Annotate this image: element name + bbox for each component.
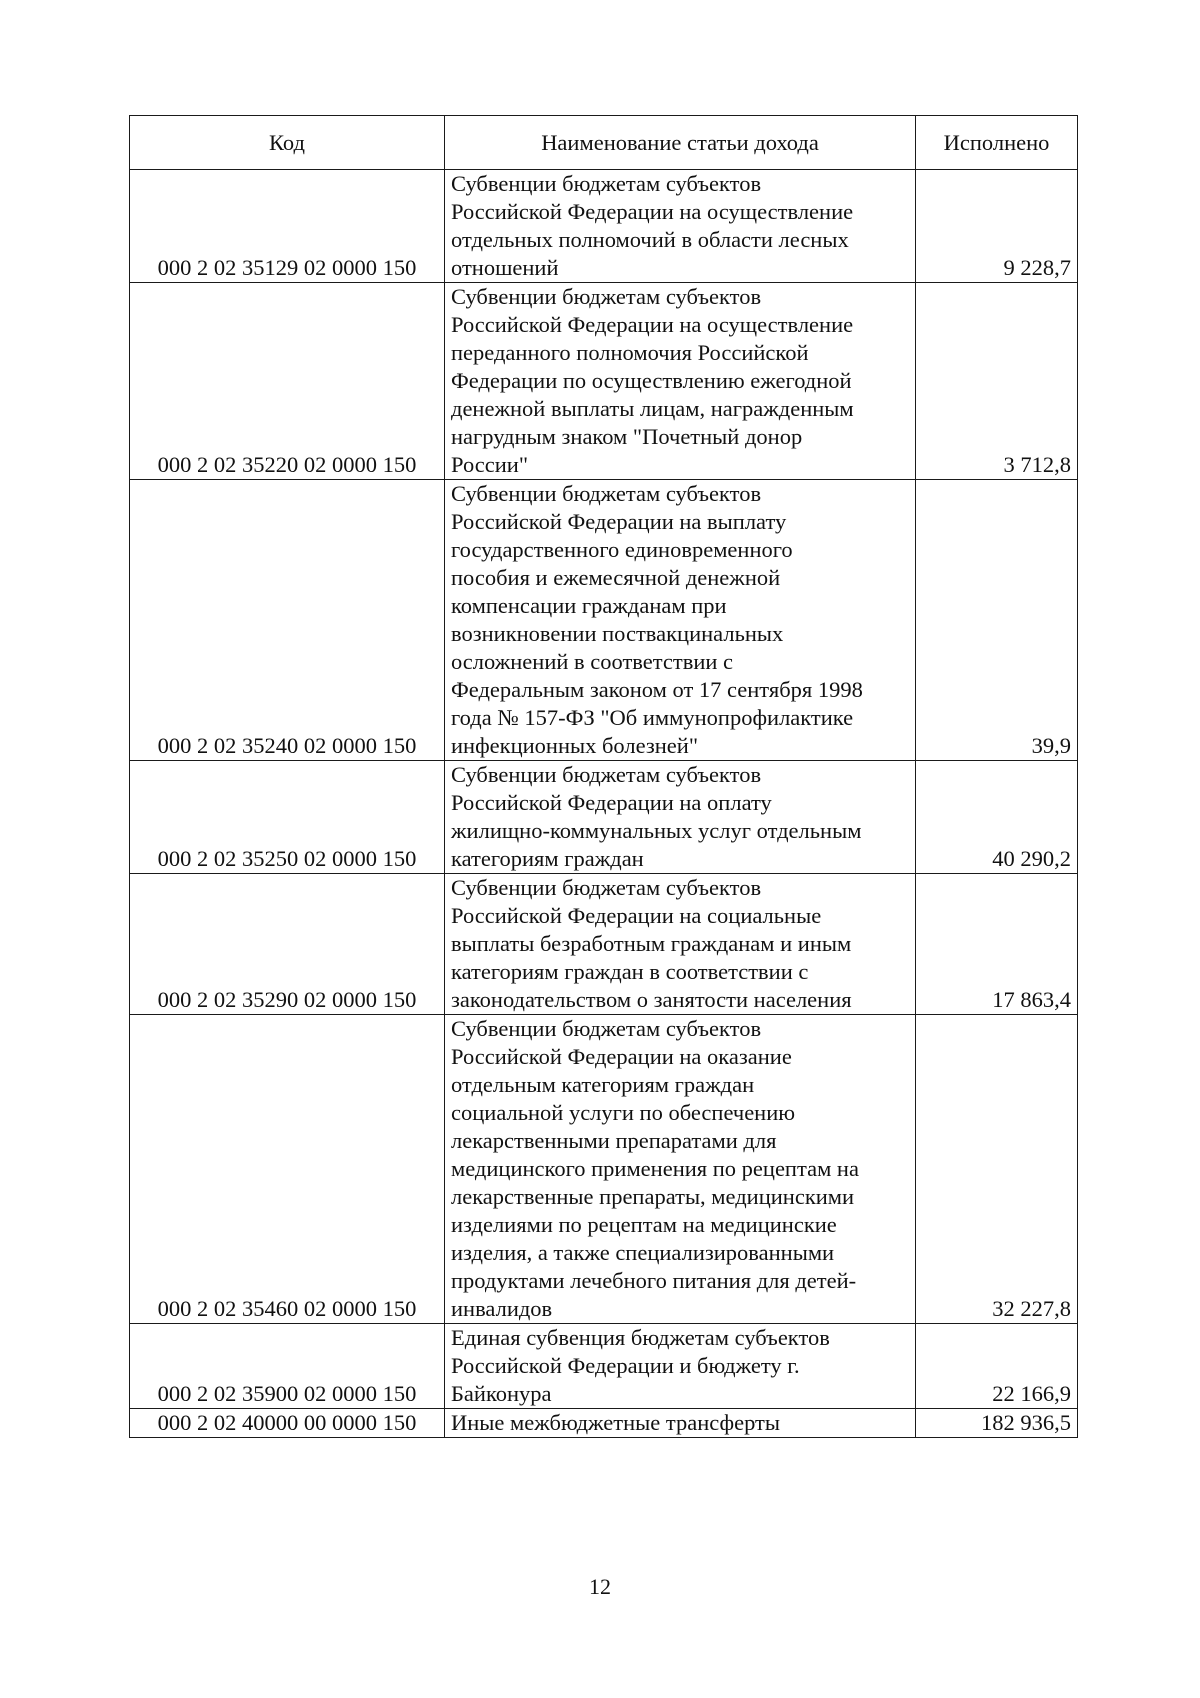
header-amount: Исполнено	[916, 116, 1078, 170]
table-row	[130, 1324, 1078, 1409]
row-name-line: отношений	[451, 255, 559, 280]
row-name-line: пособия и ежемесячной денежной	[451, 565, 781, 590]
row-amount: 3 712,8	[916, 283, 1078, 480]
row-name	[445, 1409, 916, 1438]
row-amount: 39,9	[916, 480, 1078, 761]
row-name-line: продуктами лечебного питания для детей-	[451, 1268, 857, 1293]
row-name-line: лекарственными препаратами для	[451, 1128, 777, 1153]
row-name-line: Российской Федерации на оплату	[451, 790, 772, 815]
row-name-line: Российской Федерации на выплату	[451, 509, 787, 534]
table-row	[130, 480, 1078, 761]
row-name-line: осложнений в соответствии с	[451, 649, 734, 674]
row-name-line: переданного полномочия Российской	[451, 340, 809, 365]
row-name	[445, 283, 916, 480]
row-name-line: изделиями по рецептам на медицинские	[451, 1212, 837, 1237]
row-name-line: Единая субвенция бюджетам субъектов	[451, 1325, 830, 1350]
table-header-row	[130, 116, 1078, 170]
row-name-line: категориям граждан	[451, 846, 644, 871]
row-name-line: возникновении поствакцинальных	[451, 621, 784, 646]
row-name-line: Субвенции бюджетам субъектов	[451, 762, 762, 787]
row-name-line: жилищно-коммунальных услуг отдельным	[451, 818, 862, 843]
row-name-line: Российской Федерации на осуществление	[451, 199, 854, 224]
row-name-line: Российской Федерации на осуществление	[451, 312, 854, 337]
row-name	[445, 874, 916, 1015]
row-name-line: изделия, а также специализированными	[451, 1240, 835, 1265]
row-name-line: Российской Федерации и бюджету г.	[451, 1353, 800, 1378]
row-code: 000 2 02 35900 02 0000 150	[130, 1324, 445, 1409]
row-amount: 40 290,2	[916, 761, 1078, 874]
header-code: Код	[130, 116, 445, 170]
row-name	[445, 1015, 916, 1324]
row-name-line: Субвенции бюджетам субъектов	[451, 284, 762, 309]
row-amount: 17 863,4	[916, 874, 1078, 1015]
header-name: Наименование статьи дохода	[445, 116, 916, 170]
row-amount: 22 166,9	[916, 1324, 1078, 1409]
row-name-line: Иные межбюджетные трансферты	[451, 1410, 781, 1435]
table-row	[130, 170, 1078, 283]
row-name-line: отдельных полномочий в области лесных	[451, 227, 849, 252]
row-code: 000 2 02 35220 02 0000 150	[130, 283, 445, 480]
row-name-line: инвалидов	[451, 1296, 553, 1321]
page-number: 12	[589, 1574, 611, 1599]
row-name	[445, 761, 916, 874]
row-name-line: Федеральным законом от 17 сентября 1998	[451, 677, 863, 702]
row-name-line: отдельным категориям граждан	[451, 1072, 755, 1097]
row-name-line: категориям граждан в соответствии с	[451, 959, 809, 984]
row-name-line: Российской Федерации на оказание	[451, 1044, 792, 1069]
row-name-line: выплаты безработным гражданам и иным	[451, 931, 852, 956]
row-name-line: лекарственные препараты, медицинскими	[451, 1184, 855, 1209]
row-name-line: Субвенции бюджетам субъектов	[451, 171, 762, 196]
row-name-line: инфекционных болезней"	[451, 733, 699, 758]
row-name-line: России"	[451, 452, 529, 477]
row-name-line: Субвенции бюджетам субъектов	[451, 875, 762, 900]
row-code: 000 2 02 35290 02 0000 150	[130, 874, 445, 1015]
row-amount: 32 227,8	[916, 1015, 1078, 1324]
row-name	[445, 1324, 916, 1409]
row-name-line: Субвенции бюджетам субъектов	[451, 1016, 762, 1041]
row-name-line: медицинского применения по рецептам на	[451, 1156, 859, 1181]
row-name-line: Байконура	[451, 1381, 552, 1406]
table-row	[130, 761, 1078, 874]
table-row	[130, 283, 1078, 480]
row-name-line: нагрудным знаком "Почетный донор	[451, 424, 803, 449]
table-row	[130, 1015, 1078, 1324]
row-code: 000 2 02 35240 02 0000 150	[130, 480, 445, 761]
row-code: 000 2 02 35129 02 0000 150	[130, 170, 445, 283]
row-code: 000 2 02 35250 02 0000 150	[130, 761, 445, 874]
row-name-line: Субвенции бюджетам субъектов	[451, 481, 762, 506]
row-name-line: денежной выплаты лицам, награжденным	[451, 396, 854, 421]
table-body	[130, 170, 1078, 1438]
row-name	[445, 170, 916, 283]
row-amount: 9 228,7	[916, 170, 1078, 283]
row-name-line: социальной услуги по обеспечению	[451, 1100, 796, 1125]
row-name-line: Федерации по осуществлению ежегодной	[451, 368, 852, 393]
table-row	[130, 874, 1078, 1015]
row-name-line: года № 157-ФЗ "Об иммунопрофилактике	[451, 705, 854, 730]
row-name-line: законодательством о занятости населения	[451, 987, 852, 1012]
row-code: 000 2 02 40000 00 0000 150	[130, 1409, 445, 1438]
table-row	[130, 1409, 1078, 1438]
row-name-line: государственного единовременного	[451, 537, 793, 562]
row-name	[445, 480, 916, 761]
row-code: 000 2 02 35460 02 0000 150	[130, 1015, 445, 1324]
row-amount: 182 936,5	[916, 1409, 1078, 1438]
revenue-table	[129, 115, 1078, 1438]
row-name-line: Российской Федерации на социальные	[451, 903, 822, 928]
row-name-line: компенсации гражданам при	[451, 593, 727, 618]
